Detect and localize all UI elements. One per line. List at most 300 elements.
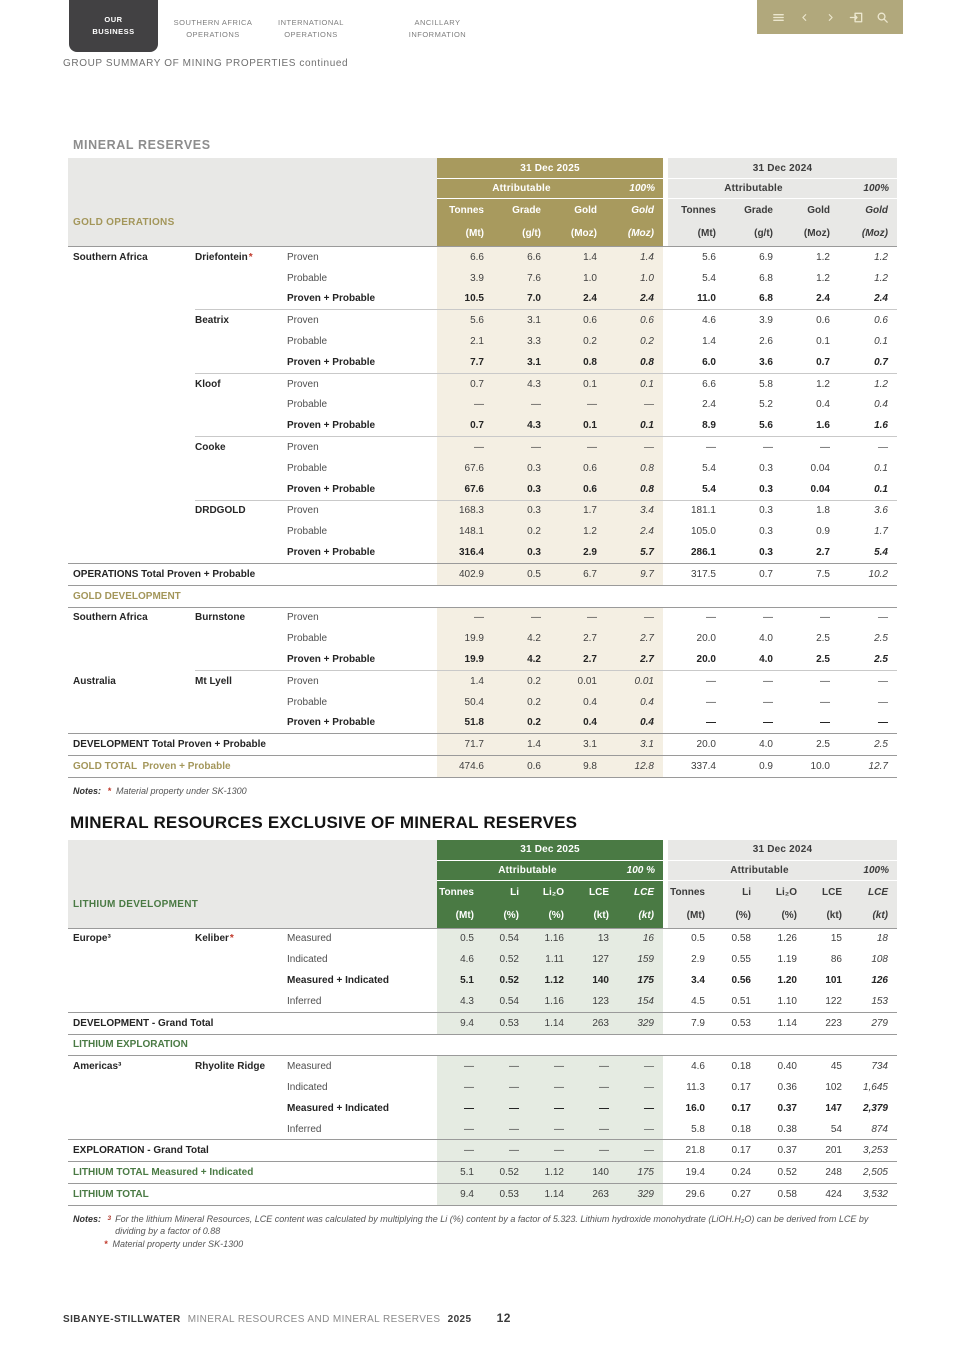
value-2024: 12.7	[868, 761, 888, 773]
value-2024: 4.5	[691, 995, 705, 1007]
value-2025: 0.2	[550, 331, 606, 352]
value-2024: 21.8	[685, 1145, 705, 1157]
value-2024: 0.53	[731, 1017, 751, 1029]
value-2025: —	[437, 1119, 483, 1140]
value-2025: —	[618, 1098, 663, 1119]
column-header: Li (%)	[714, 881, 760, 928]
value-2024: 1.2	[874, 272, 888, 284]
value-2024: 0.56	[731, 975, 751, 986]
table-end-divider	[68, 1205, 897, 1206]
value-2025: —	[437, 1140, 483, 1161]
value-2025: 0.2	[493, 692, 550, 713]
note-text: Material property under SK-1300	[116, 785, 247, 796]
header-spacer	[68, 179, 437, 199]
value-2024: 3.6	[874, 505, 888, 517]
note-flag-asterisk: *	[104, 1239, 108, 1250]
footer-year: 2025	[447, 1314, 472, 1325]
property-cell: Cooke	[195, 442, 226, 454]
value-2024: 874	[871, 1123, 888, 1135]
tab-southern-africa-operations[interactable]: SOUTHERN AFRICA OPERATIONS	[173, 18, 253, 39]
reserves-table-body	[68, 247, 897, 778]
note-text: For the lithium Mineral Resources, LCE content was calculated by multiplying the Li (%) content by a factor of 5.323. Lithium hydroxide monohydrate (LiOH.H₂O) can be derived from LCE by dividing by a factor of 0.88	[115, 1213, 869, 1237]
value-2024: —	[763, 442, 773, 454]
value-2025: 10.5	[437, 289, 493, 310]
total-label: LITHIUM TOTAL Measured + Indicated	[73, 1167, 254, 1179]
region-cell: Europe³	[73, 933, 111, 945]
data-row	[68, 458, 897, 479]
menu-icon[interactable]	[771, 10, 786, 25]
category-cell: Probable	[287, 399, 328, 411]
section-row	[68, 1035, 897, 1056]
value-2025: 71.7	[437, 734, 493, 755]
category-cell: Proven + Probable	[287, 293, 376, 305]
value-2024: 0.36	[777, 1081, 797, 1093]
value-2024: 181.1	[690, 505, 716, 517]
column-header: LCE (kt)	[851, 881, 897, 928]
value-2025: —	[573, 1119, 618, 1140]
value-2024: —	[878, 675, 888, 687]
column-header: Tonnes (Mt)	[668, 881, 714, 928]
total-label: DEVELOPMENT Total Proven + Probable	[73, 739, 266, 751]
value-2025: 0.4	[606, 692, 663, 713]
value-2025: 4.2	[493, 628, 550, 649]
value-2024: 0.18	[731, 1123, 751, 1135]
value-2025: 0.8	[606, 479, 663, 500]
value-2024: 54	[830, 1123, 842, 1135]
value-2025: 1.4	[437, 671, 493, 692]
value-2025: —	[618, 1140, 663, 1161]
value-2025: —	[528, 1077, 573, 1098]
value-2025: 0.5	[437, 929, 483, 950]
value-2025: —	[606, 437, 663, 458]
property-cell: Burnstone	[195, 612, 245, 624]
value-2025: 0.3	[493, 542, 550, 563]
table-section-label: GOLD OPERATIONS	[68, 199, 437, 246]
region-cell: Americas³	[73, 1061, 122, 1073]
value-2025: 3.9	[437, 268, 493, 289]
column-header: Tonnes (Mt)	[437, 199, 493, 246]
header-spacer	[68, 861, 437, 881]
data-row	[68, 415, 897, 436]
category-cell: Indicated	[287, 954, 328, 966]
return-icon[interactable]	[849, 10, 864, 25]
data-row	[68, 247, 897, 268]
period-2024: 31 Dec 2024	[668, 840, 897, 861]
value-2024: 2.5	[816, 654, 830, 666]
property-cell: Driefontein*	[195, 251, 253, 263]
value-2024: 2.6	[759, 336, 773, 348]
region-cell: Southern Africa	[73, 612, 148, 624]
value-2024: 0.3	[759, 526, 773, 538]
value-2025: 1.16	[528, 991, 573, 1012]
data-row	[68, 479, 897, 500]
value-2025: 5.1	[437, 970, 483, 991]
value-2024: 3.4	[691, 975, 705, 986]
value-2024: 0.52	[777, 1167, 797, 1179]
value-2024: 7.5	[816, 568, 830, 580]
value-2024: 0.9	[816, 526, 830, 538]
property-cell: Beatrix	[195, 315, 229, 327]
value-2025: 1.4	[493, 734, 550, 755]
value-2025: —	[618, 1119, 663, 1140]
value-2024: 0.4	[874, 399, 888, 411]
value-2025: —	[483, 1140, 528, 1161]
value-2024: 2,379	[862, 1102, 888, 1114]
value-2024: 5.6	[759, 420, 773, 432]
resources-table-body	[68, 929, 897, 1206]
value-2024: 0.5	[691, 933, 705, 945]
total-row	[68, 1140, 897, 1161]
attributable-2025: Attributable	[437, 861, 618, 881]
value-2025: 0.1	[606, 415, 663, 436]
value-2024: 0.58	[777, 1188, 797, 1200]
value-2024: 126	[871, 975, 888, 986]
value-2025: —	[483, 1119, 528, 1140]
value-2025: 4.3	[437, 991, 483, 1012]
value-2024: —	[878, 442, 888, 454]
value-2025: 0.1	[550, 415, 606, 436]
category-cell: Inferred	[287, 995, 322, 1007]
value-2025: —	[437, 395, 493, 416]
value-2024: 11.0	[697, 293, 716, 305]
value-2024: 4.6	[702, 315, 716, 327]
value-2025: 0.6	[493, 756, 550, 777]
value-2024: 1.6	[874, 420, 888, 432]
value-2024: —	[763, 696, 773, 708]
total-label: LITHIUM TOTAL	[73, 1188, 149, 1200]
value-2024: 0.6	[874, 315, 888, 327]
value-2024: —	[763, 675, 773, 687]
value-2025: 1.0	[606, 268, 663, 289]
value-2025: 3.4	[606, 501, 663, 522]
tab-our-business[interactable]: OUR BUSINESS	[69, 0, 158, 52]
column-header: Gold (Moz)	[606, 199, 663, 246]
value-2025: 19.9	[437, 649, 493, 670]
tab-international-operations[interactable]: INTERNATIONAL OPERATIONS	[278, 18, 344, 39]
column-header: LCE (kt)	[618, 881, 663, 928]
data-row	[68, 1119, 897, 1140]
page-number: 12	[496, 1311, 511, 1325]
value-2025: 6.7	[550, 564, 606, 585]
value-2024: 0.1	[874, 462, 888, 474]
value-2025: —	[483, 1056, 528, 1077]
value-2025: —	[437, 437, 493, 458]
value-2025: 0.52	[483, 970, 528, 991]
period-2025: 31 Dec 2025	[437, 158, 663, 179]
value-2024: 317.5	[690, 568, 716, 580]
value-2024: 10.2	[868, 568, 888, 580]
total-row	[68, 734, 897, 755]
value-2024: 19.4	[685, 1167, 705, 1179]
value-2024: 5.6	[702, 251, 716, 263]
value-2025: 5.7	[606, 542, 663, 563]
value-2025: 0.53	[483, 1184, 528, 1205]
value-2024: 734	[871, 1061, 888, 1073]
value-2025: 5.1	[437, 1162, 483, 1183]
value-2025: 1.4	[606, 247, 663, 268]
value-2024: 0.04	[810, 483, 830, 495]
header-columns-row	[68, 199, 897, 246]
tab-ancillary-information[interactable]: ANCILLARY INFORMATION	[408, 18, 467, 39]
category-cell: Proven + Probable	[287, 483, 376, 495]
value-2025: 2.7	[550, 649, 606, 670]
value-2025: 0.1	[550, 374, 606, 395]
data-row	[68, 1098, 897, 1119]
header-attributable-row	[68, 861, 897, 881]
value-2025: 2.4	[606, 289, 663, 310]
data-row	[68, 542, 897, 563]
value-2024: 10.0	[810, 761, 830, 773]
value-2024: 0.40	[777, 1061, 797, 1073]
property-cell: Rhyolite Ridge	[195, 1061, 266, 1073]
value-2025: 0.2	[493, 713, 550, 734]
data-row	[68, 289, 897, 310]
property-cell: Keliber*	[195, 933, 234, 945]
value-2025: —	[437, 1098, 483, 1119]
value-2024: 0.17	[731, 1145, 751, 1157]
value-2024: 29.6	[685, 1188, 705, 1200]
value-2025: —	[528, 1119, 573, 1140]
value-2025: 0.7	[437, 415, 493, 436]
value-2024: —	[706, 442, 716, 454]
value-2024: 4.0	[759, 739, 773, 751]
chevron-right-icon[interactable]	[823, 10, 838, 25]
value-2024: 0.7	[874, 356, 888, 368]
category-cell: Measured + Indicated	[287, 975, 389, 986]
value-2025: —	[528, 1098, 573, 1119]
value-2025: —	[493, 437, 550, 458]
value-2025: 168.3	[437, 501, 493, 522]
data-row	[68, 949, 897, 970]
value-2024: 1.2	[816, 378, 830, 390]
value-2024: 0.3	[759, 505, 773, 517]
value-2024: 6.0	[702, 356, 716, 368]
value-2025: 127	[573, 949, 618, 970]
value-2024: 1.2	[874, 378, 888, 390]
category-cell: Proven + Probable	[287, 547, 376, 559]
value-2024: 3,532	[862, 1188, 888, 1200]
value-2025: 0.8	[606, 352, 663, 373]
category-cell: Proven	[287, 315, 319, 327]
value-2024: 0.7	[816, 356, 830, 368]
category-cell: Proven	[287, 378, 319, 390]
value-2025: 140	[573, 1162, 618, 1183]
value-2025: 0.54	[483, 929, 528, 950]
value-2025: 140	[573, 970, 618, 991]
category-cell: Inferred	[287, 1123, 322, 1135]
value-2024: 2.9	[691, 954, 705, 966]
category-cell: Proven	[287, 505, 319, 517]
table-section-label: LITHIUM DEVELOPMENT	[68, 881, 437, 928]
resources-table-header	[68, 840, 897, 929]
pct-100-2024: 100%	[839, 179, 897, 199]
value-2024: 0.37	[777, 1145, 797, 1157]
value-2024: 2.4	[874, 293, 888, 305]
data-row	[68, 310, 897, 331]
value-2024: 105.0	[690, 526, 716, 538]
value-2025: 6.6	[493, 247, 550, 268]
period-2025: 31 Dec 2025	[437, 840, 663, 861]
value-2024: 153	[871, 995, 888, 1007]
value-2025: 175	[618, 970, 663, 991]
section-header: LITHIUM EXPLORATION	[73, 1039, 188, 1051]
value-2025: 3.1	[493, 352, 550, 373]
category-cell: Measured	[287, 933, 332, 945]
value-2025: —	[493, 395, 550, 416]
value-2025: 0.2	[493, 671, 550, 692]
value-2025: 1.16	[528, 929, 573, 950]
value-2025: 0.54	[483, 991, 528, 1012]
value-2025: 0.5	[493, 564, 550, 585]
pct-100-2025: 100 %	[618, 861, 663, 881]
note-flag-3: 3	[107, 1214, 112, 1222]
value-2025: 9.8	[550, 756, 606, 777]
pct-100-2025: 100%	[606, 179, 663, 199]
note-line	[104, 1238, 897, 1251]
value-2025: 175	[618, 1162, 663, 1183]
value-2024: 0.1	[816, 336, 830, 348]
value-2024: 337.4	[690, 761, 716, 773]
value-2025: 0.52	[483, 1162, 528, 1183]
value-2024: 18	[876, 933, 888, 945]
value-2024: 0.3	[759, 483, 773, 495]
data-row	[68, 970, 897, 991]
value-2025: —	[550, 437, 606, 458]
total-row	[68, 756, 897, 777]
value-2024: 5.4	[702, 483, 716, 495]
value-2025: 0.3	[493, 501, 550, 522]
breadcrumb: GROUP SUMMARY OF MINING PROPERTIES continued	[63, 58, 349, 69]
value-2024: 0.38	[777, 1123, 797, 1135]
value-2025: 1.2	[550, 521, 606, 542]
category-cell: Proven	[287, 251, 319, 263]
value-2025: —	[573, 1056, 618, 1077]
value-2024: 15	[830, 933, 842, 945]
value-2024: 1.2	[816, 272, 830, 284]
reserves-notes	[73, 785, 897, 798]
header-spacer	[68, 840, 437, 861]
value-2024: 0.9	[759, 761, 773, 773]
data-row	[68, 437, 897, 458]
value-2025: —	[437, 1077, 483, 1098]
value-2025: 67.6	[437, 458, 493, 479]
notes-label: Notes:	[73, 785, 104, 796]
value-2024: 2.5	[816, 739, 830, 751]
value-2024: —	[706, 696, 716, 708]
value-2025: 3.3	[493, 331, 550, 352]
category-cell: Proven + Probable	[287, 717, 376, 729]
header-columns-row	[68, 881, 897, 928]
category-cell: Indicated	[287, 1081, 328, 1093]
data-row	[68, 713, 897, 734]
value-2025: —	[483, 1098, 528, 1119]
value-2025: 329	[618, 1184, 663, 1205]
value-2024: 6.9	[759, 251, 773, 263]
region-cell: Australia	[73, 675, 116, 687]
property-cell: DRDGOLD	[195, 505, 246, 517]
value-2025: 2.7	[606, 649, 663, 670]
value-2025: 0.3	[493, 479, 550, 500]
total-label: GOLD TOTAL Proven + Probable	[73, 761, 231, 773]
property-cell: Mt Lyell	[195, 675, 232, 687]
value-2024: —	[763, 717, 773, 729]
value-2025: 263	[573, 1013, 618, 1034]
value-2024: 0.27	[731, 1188, 751, 1200]
value-2024: —	[763, 612, 773, 624]
data-row	[68, 671, 897, 692]
value-2025: 13	[573, 929, 618, 950]
property-cell: Kloof	[195, 378, 221, 390]
value-2024: 3.9	[759, 315, 773, 327]
chevron-left-icon[interactable]	[797, 10, 812, 25]
value-2025: —	[550, 395, 606, 416]
value-2024: 0.51	[731, 995, 751, 1007]
value-2024: 0.3	[759, 547, 773, 559]
column-header: Tonnes (Mt)	[437, 881, 483, 928]
attributable-2024: Attributable	[668, 861, 851, 881]
value-2025: —	[618, 1056, 663, 1077]
value-2024: 1.10	[777, 995, 797, 1007]
value-2025: 2.1	[437, 331, 493, 352]
value-2024: 0.4	[816, 399, 830, 411]
value-2024: 20.0	[696, 739, 716, 751]
value-2024: 3.6	[759, 356, 773, 368]
value-2025: 2.9	[550, 542, 606, 563]
value-2025: 3.1	[606, 734, 663, 755]
value-2024: 2.5	[874, 633, 888, 645]
value-2024: 0.7	[759, 568, 773, 580]
data-row	[68, 268, 897, 289]
value-2025: 7.7	[437, 352, 493, 373]
value-2024: —	[820, 675, 830, 687]
header-period-row	[68, 840, 897, 861]
value-2024: 286.1	[690, 547, 716, 559]
value-2025: 0.3	[493, 458, 550, 479]
value-2024: 0.1	[874, 483, 888, 495]
value-2025: 0.6	[550, 458, 606, 479]
value-2024: 223	[825, 1017, 842, 1029]
value-2024: 2.5	[874, 654, 888, 666]
material-property-flag: *	[248, 251, 253, 263]
category-cell: Measured	[287, 1061, 332, 1073]
data-row	[68, 352, 897, 373]
search-icon[interactable]	[875, 10, 890, 25]
value-2025: —	[437, 608, 493, 629]
value-2024: 1.8	[816, 505, 830, 517]
value-2025: 7.0	[493, 289, 550, 310]
value-2024: 20.0	[696, 654, 716, 666]
material-property-flag: *	[229, 933, 234, 945]
category-cell: Probable	[287, 526, 328, 538]
value-2024: 11.3	[686, 1081, 705, 1093]
value-2025: 9.4	[437, 1013, 483, 1034]
value-2024: 7.9	[691, 1017, 705, 1029]
category-cell: Probable	[287, 336, 328, 348]
value-2025: 50.4	[437, 692, 493, 713]
value-2025: 263	[573, 1184, 618, 1205]
value-2024: 5.4	[702, 272, 716, 284]
value-2024: 279	[871, 1017, 888, 1029]
value-2024: 1.14	[777, 1017, 797, 1029]
column-header: Gold (Moz)	[839, 199, 897, 246]
value-2024: 0.17	[731, 1102, 751, 1114]
value-2025: 4.3	[493, 415, 550, 436]
value-2025: 0.53	[483, 1013, 528, 1034]
category-cell: Probable	[287, 696, 328, 708]
value-2025: 19.9	[437, 628, 493, 649]
attributable-2024: Attributable	[668, 179, 839, 199]
value-2024: 122	[825, 995, 842, 1007]
